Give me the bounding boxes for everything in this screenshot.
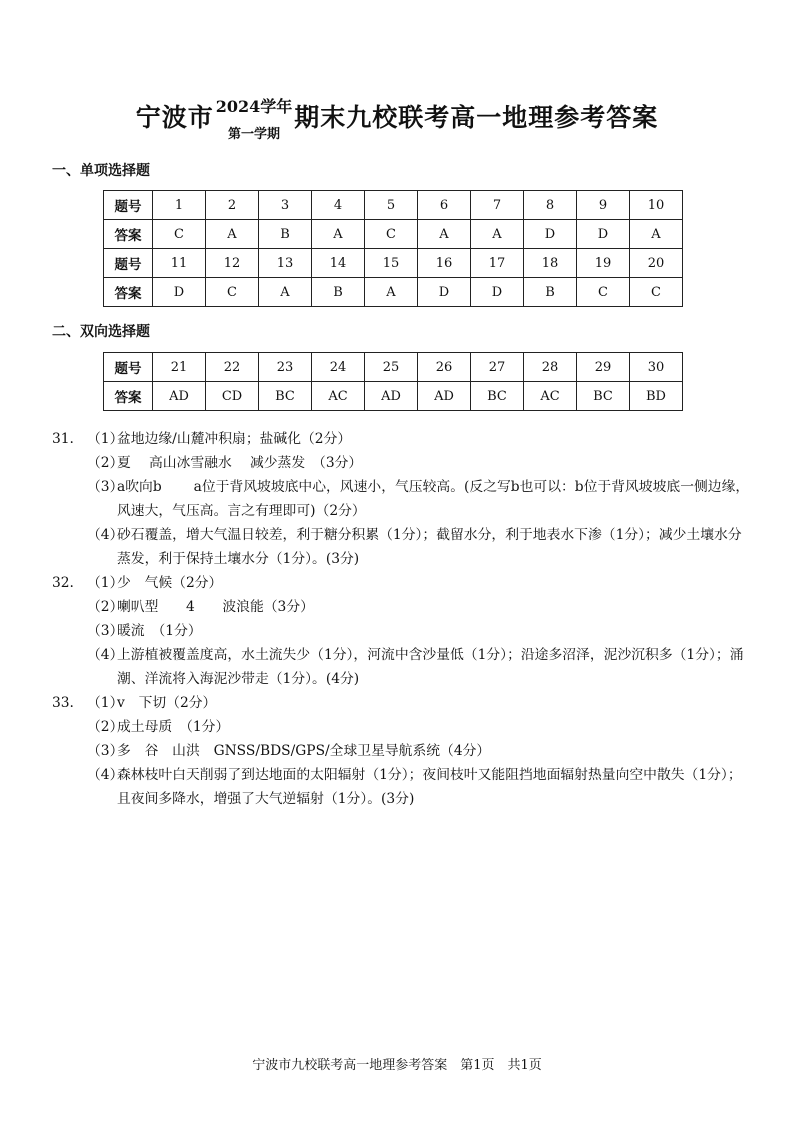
question-number: 31.	[52, 431, 74, 447]
table-cell: AD	[418, 382, 471, 411]
sub-text: 砂石覆盖，增大气温日较差，利于糖分积累（1分）；截留水分，利于地表水下渗（1分）；减少土壤水分蒸发，利于保持土壤水分（1分）。(3分)	[117, 527, 742, 567]
question	[52, 691, 752, 811]
sub-number: （4）	[87, 647, 124, 663]
sub-number: （1）	[87, 575, 124, 591]
table-cell: 24	[312, 353, 365, 382]
sub-text: 上游植被覆盖度高，水土流失少（1分），河流中含沙量低（1分）；沿途多沼泽，泥沙沉积多（1分）；涌潮、洋流将入海泥沙带走（1分）。(4分)	[117, 647, 744, 687]
table-cell: 9	[577, 191, 630, 220]
table-cell: BC	[259, 382, 312, 411]
table-cell: D	[577, 220, 630, 249]
table-cell: 1	[153, 191, 206, 220]
sub-answer	[87, 595, 752, 619]
table-cell: A	[365, 278, 418, 307]
table-cell: 13	[259, 249, 312, 278]
table-cell: 14	[312, 249, 365, 278]
sub-answer	[87, 619, 752, 643]
table-cell: 21	[153, 353, 206, 382]
table-cell: A	[206, 220, 259, 249]
sub-text: 多 谷 山洪 GNSS/BDS/GPS/全球卫星导航系统（4分）	[117, 743, 491, 759]
table-row	[104, 278, 683, 307]
question-number: 33.	[52, 695, 74, 711]
row-label: 题号	[104, 249, 153, 278]
table-cell: 11	[153, 249, 206, 278]
question-body	[87, 427, 752, 571]
table-cell: BD	[630, 382, 683, 411]
page-footer: 宁波市九校联考高一地理参考答案 第1页 共1页	[252, 1058, 542, 1073]
table-cell: 28	[524, 353, 577, 382]
row-label: 题号	[104, 191, 153, 220]
sub-text: v 下切（2分）	[117, 695, 217, 711]
table-cell: AD	[153, 382, 206, 411]
sub-answer	[87, 451, 752, 475]
table-cell: C	[630, 278, 683, 307]
sub-number: （3）	[87, 623, 124, 639]
sub-number: （2）	[87, 599, 124, 615]
table-cell: CD	[206, 382, 259, 411]
table-row	[104, 382, 683, 411]
sub-answer	[87, 427, 752, 451]
table-cell: BC	[577, 382, 630, 411]
table-cell: 16	[418, 249, 471, 278]
answers-block	[52, 427, 752, 811]
table-row	[104, 191, 683, 220]
table-cell: D	[418, 278, 471, 307]
sub-text: 暖流 （1分）	[117, 623, 202, 639]
table-cell: 22	[206, 353, 259, 382]
section1-heading: 一、单项选择题	[52, 163, 150, 179]
table-cell: 25	[365, 353, 418, 382]
sub-text: 森林枝叶白天削弱了到达地面的太阳辐射（1分）；夜间枝叶又能阻挡地面辐射热量向空中散失（1分）；且夜间多降水，增强了大气逆辐射（1分）。(3分)	[117, 767, 742, 807]
sub-text: 少 气候（2分）	[117, 575, 223, 591]
table-cell: AD	[365, 382, 418, 411]
table-cell: B	[312, 278, 365, 307]
table-cell: D	[524, 220, 577, 249]
question	[52, 427, 752, 571]
sub-answer	[87, 739, 752, 763]
question-body	[87, 691, 752, 811]
table-cell: 30	[630, 353, 683, 382]
sub-number: （2）	[87, 719, 124, 735]
table-cell: 2	[206, 191, 259, 220]
table-cell: A	[630, 220, 683, 249]
table-cell: 3	[259, 191, 312, 220]
sub-text: a吹向b a位于背风坡坡底中心，风速小，气压较高。(反之写b也可以：b位于背风坡坡底一侧边缘，风速大，气压高。言之有理即可)（2分）	[117, 479, 750, 519]
table-cell: 15	[365, 249, 418, 278]
title-year: 2024学年	[215, 97, 293, 116]
sub-number: （2）	[87, 455, 124, 471]
table-cell: 6	[418, 191, 471, 220]
row-label: 答案	[104, 278, 153, 307]
table-cell: 4	[312, 191, 365, 220]
page-title	[0, 96, 794, 144]
table-cell: 18	[524, 249, 577, 278]
table-cell: C	[206, 278, 259, 307]
row-label: 题号	[104, 353, 153, 382]
double-choice-table	[103, 352, 683, 411]
sub-answer	[87, 691, 752, 715]
table-cell: 19	[577, 249, 630, 278]
table-cell: 7	[471, 191, 524, 220]
table-cell: BC	[471, 382, 524, 411]
sub-answer	[87, 571, 752, 595]
sub-answer	[87, 715, 752, 739]
sub-text: 夏 高山冰雪融水 减少蒸发 （3分）	[117, 455, 363, 471]
sub-answer	[87, 523, 752, 571]
table-cell: 8	[524, 191, 577, 220]
sub-number: （1）	[87, 695, 124, 711]
table-cell: 29	[577, 353, 630, 382]
question-number: 32.	[52, 575, 74, 591]
single-choice-table	[103, 190, 683, 307]
row-label: 答案	[104, 220, 153, 249]
question-body	[87, 571, 752, 691]
sub-answer	[87, 763, 752, 811]
table-cell: 27	[471, 353, 524, 382]
table-cell: B	[524, 278, 577, 307]
table-cell: C	[577, 278, 630, 307]
question	[52, 571, 752, 691]
sub-text: 成土母质 （1分）	[117, 719, 230, 735]
sub-text: 盆地边缘/山麓冲积扇；盐碱化（2分）	[117, 431, 352, 447]
table-row	[104, 353, 683, 382]
table-cell: 17	[471, 249, 524, 278]
title-term: 第一学期	[227, 127, 280, 142]
table-cell: A	[259, 278, 312, 307]
table-cell: C	[365, 220, 418, 249]
table-cell: 5	[365, 191, 418, 220]
table-cell: A	[418, 220, 471, 249]
title-suffix: 期末九校联考高一地理参考答案	[294, 103, 659, 132]
table-row	[104, 220, 683, 249]
title-year-term	[216, 96, 293, 144]
table-row	[104, 249, 683, 278]
table-cell: A	[312, 220, 365, 249]
section2-heading: 二、双向选择题	[52, 324, 150, 340]
title-prefix: 宁波市	[135, 103, 214, 132]
row-label: 答案	[104, 382, 153, 411]
table-cell: 10	[630, 191, 683, 220]
sub-number: （4）	[87, 767, 124, 783]
table-cell: C	[153, 220, 206, 249]
table-cell: D	[471, 278, 524, 307]
table-cell: A	[471, 220, 524, 249]
sub-text: 喇叭型 4 波浪能（3分）	[117, 599, 314, 615]
table-cell: 26	[418, 353, 471, 382]
table-cell: D	[153, 278, 206, 307]
sub-number: （4）	[87, 527, 124, 543]
table-cell: B	[259, 220, 312, 249]
table-cell: 23	[259, 353, 312, 382]
table-cell: AC	[312, 382, 365, 411]
table-cell: 20	[630, 249, 683, 278]
table-cell: 12	[206, 249, 259, 278]
sub-number: （1）	[87, 431, 124, 447]
sub-answer	[87, 643, 752, 691]
sub-answer	[87, 475, 752, 523]
sub-number: （3）	[87, 479, 124, 495]
sub-number: （3）	[87, 743, 124, 759]
table-cell: AC	[524, 382, 577, 411]
